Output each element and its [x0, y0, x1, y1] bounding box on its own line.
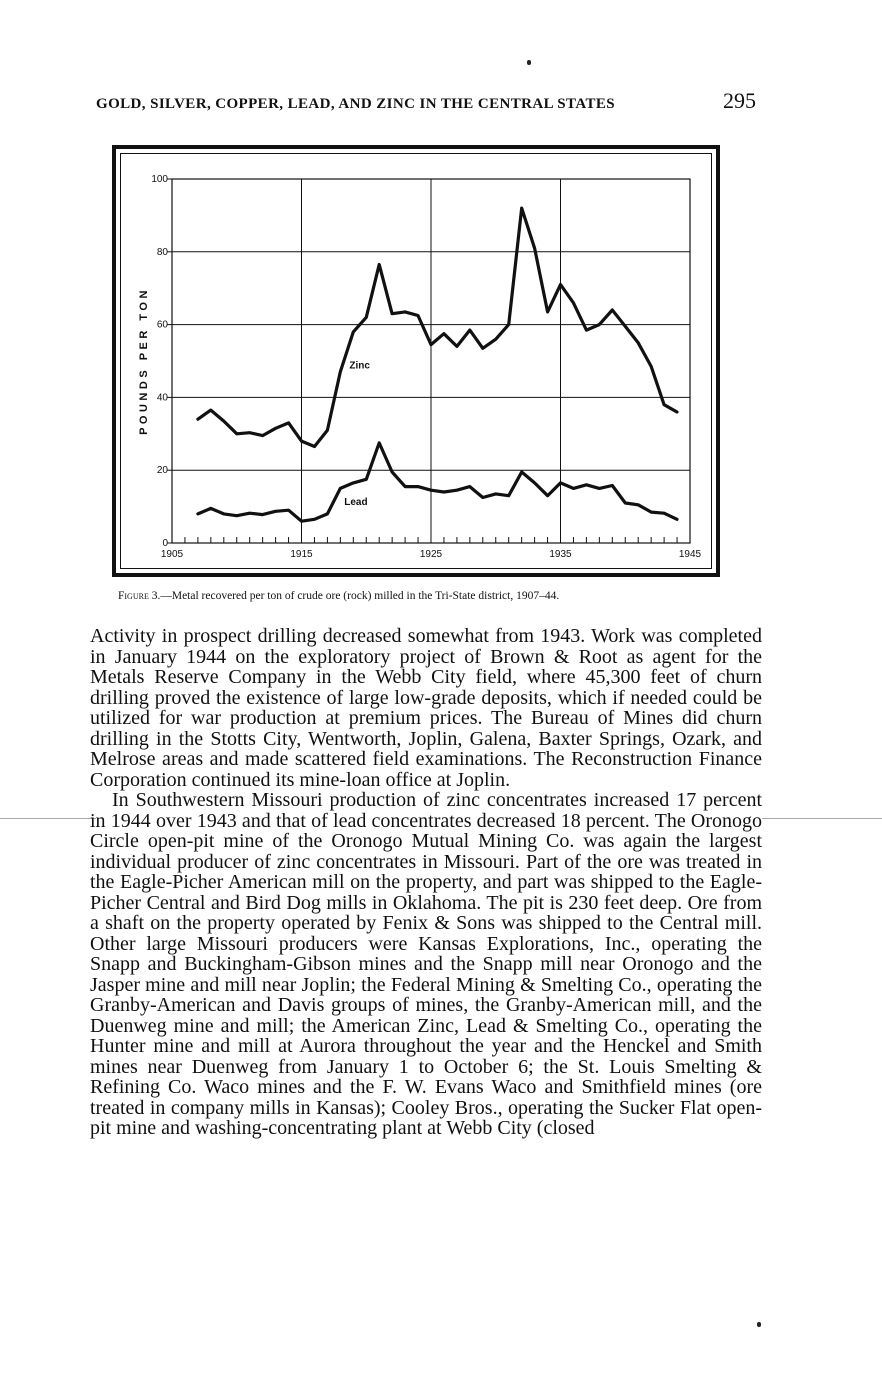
data-point-lead	[249, 512, 251, 514]
data-point-zinc	[236, 433, 238, 435]
x-tick-label: 1905	[160, 549, 184, 560]
y-tick-label: 100	[151, 174, 168, 185]
data-point-lead	[585, 484, 587, 486]
paragraph-1: Activity in prospect drilling decreased somewhat from 1943. Work was completed in January 1944 on the exploratory project of Brown & Root as agent for the Metals Reserve Company in the Webb City field, where 45,300 feet of churn drilling proved the existence of large low-grade deposits, which if needed could be utilized for war production at premium prices. The Bureau of Mines did churn drilling in the Stotts City, Wentworth, Joplin, Galena, Baxter Springs, Ozark, and Melrose areas and made scattered field examinations. The Reconstruction Finance Corporation continued its mine-loan office at Joplin.	[90, 625, 762, 791]
y-tick-label: 0	[162, 538, 168, 549]
data-point-zinc	[546, 311, 548, 313]
data-point-zinc	[300, 440, 302, 442]
data-point-zinc	[508, 323, 510, 325]
data-point-zinc	[624, 325, 626, 327]
data-point-zinc	[274, 427, 276, 429]
data-point-zinc	[365, 316, 367, 318]
data-point-zinc	[495, 338, 497, 340]
data-point-zinc	[261, 434, 263, 436]
data-point-lead	[391, 471, 393, 473]
data-point-zinc	[404, 311, 406, 313]
data-point-lead	[339, 487, 341, 489]
data-point-lead	[469, 485, 471, 487]
data-point-lead	[559, 482, 561, 484]
data-point-lead	[637, 504, 639, 506]
figure-caption-text: —Metal recovered per ton of crude ore (rock) milled in the Tri-State district, 1907–44.	[160, 590, 560, 602]
data-point-zinc	[676, 411, 678, 413]
series-line-zinc	[198, 208, 677, 446]
data-point-lead	[365, 478, 367, 480]
data-point-zinc	[352, 331, 354, 333]
data-point-lead	[223, 513, 225, 515]
y-tick-label: 20	[156, 465, 168, 477]
data-point-lead	[611, 484, 613, 486]
data-point-lead	[598, 487, 600, 489]
scan-rule	[0, 818, 96, 819]
data-point-lead	[287, 509, 289, 511]
data-point-lead	[443, 491, 445, 493]
y-axis-label: POUNDS PER TON	[138, 287, 150, 435]
data-point-lead	[663, 512, 665, 514]
data-point-zinc	[287, 422, 289, 424]
data-point-zinc	[430, 343, 432, 345]
series-line-lead	[198, 443, 677, 521]
figure-caption-label: Figure 3.	[118, 590, 161, 602]
data-point-zinc	[520, 207, 522, 209]
page-number: 295	[723, 88, 756, 113]
data-point-lead	[520, 471, 522, 473]
data-point-lead	[404, 485, 406, 487]
figure-frame	[112, 145, 720, 577]
data-point-lead	[495, 493, 497, 495]
data-point-lead	[482, 496, 484, 498]
metal-recovery-chart	[116, 149, 716, 573]
data-point-zinc	[469, 329, 471, 331]
x-tick-label: 1935	[549, 549, 572, 560]
data-point-lead	[210, 507, 212, 509]
y-tick-label: 60	[156, 319, 168, 331]
data-point-lead	[572, 487, 574, 489]
data-point-zinc	[533, 247, 535, 249]
running-head	[96, 88, 756, 118]
data-point-zinc	[559, 283, 561, 285]
data-point-lead	[676, 518, 678, 520]
data-point-zinc	[313, 445, 315, 447]
data-point-lead	[313, 518, 315, 520]
scan-rule	[762, 818, 882, 819]
y-tick-label: 40	[156, 392, 168, 404]
x-tick-label: 1945	[678, 549, 702, 560]
data-point-lead	[236, 515, 238, 517]
data-point-zinc	[223, 420, 225, 422]
data-point-lead	[352, 482, 354, 484]
data-point-zinc	[456, 345, 458, 347]
data-point-lead	[456, 489, 458, 491]
data-point-zinc	[443, 333, 445, 335]
data-point-lead	[430, 489, 432, 491]
data-point-zinc	[391, 312, 393, 314]
data-point-zinc	[197, 418, 199, 420]
data-point-lead	[300, 520, 302, 522]
data-point-zinc	[249, 432, 251, 434]
data-point-zinc	[650, 365, 652, 367]
series-label-lead: Lead	[344, 496, 368, 508]
x-tick-label: 1925	[419, 549, 443, 560]
data-point-zinc	[339, 371, 341, 373]
running-head-title: GOLD, SILVER, COPPER, LEAD, AND ZINC IN THE CENTRAL STATES	[96, 96, 616, 112]
data-point-lead	[274, 510, 276, 512]
data-point-zinc	[326, 429, 328, 431]
data-point-lead	[417, 485, 419, 487]
figure-caption	[118, 590, 758, 602]
data-point-zinc	[482, 347, 484, 349]
data-point-lead	[650, 511, 652, 513]
data-point-zinc	[210, 409, 212, 411]
paragraph-2: In Southwestern Missouri production of zinc concentrates increased 17 percent in 1944 over 1943 and that of lead concentrates decreased 18 percent. The Oronogo Circle open-pit mine of the Oronogo Mutual Mining Co. was again the largest individual producer of zinc concentrates in Missouri. Part of the ore was treated in the Eagle-Picher American mill on the property, and part was shipped to the Eagle-Picher Central and Bird Dog mills in Oklahoma. The pit is 230 feet deep. Ore from a shaft on the property operated by Fenix & Sons was shipped to the Central mill. Other large Missouri producers were Kansas Explorations, Inc., operating the Snapp and Buckingham-Gibson mines and the Snapp mill near Oronogo and the Jasper mine and mill near Joplin; the Federal Mining & Smelting Co., operating the Granby-American and Davis groups of mines, the Granby-American mill, and the Duenweg mine and mill; the American Zinc, Lead & Smelting Co., operating the Hunter mine and mill at Aurora throughout the year and the Henckel and Smith mines near Duenweg from January 1 to October 6; the St. Louis Smelting & Refining Co. Waco mines and the F. W. Evans Waco and Smithfield mines (ore treated in company mills in Kansas); Cooley Bros., operating the Sucker Flat open-pit mine and washing-concentrating plant at Webb City (closed	[90, 789, 762, 1139]
data-point-zinc	[572, 302, 574, 304]
data-point-lead	[546, 494, 548, 496]
data-point-zinc	[598, 323, 600, 325]
data-point-lead	[326, 513, 328, 515]
data-point-lead	[508, 494, 510, 496]
data-point-zinc	[637, 342, 639, 344]
data-point-lead	[197, 513, 199, 515]
print-speck	[757, 1322, 761, 1327]
series-label-zinc: Zinc	[349, 360, 370, 372]
data-point-zinc	[378, 263, 380, 265]
data-point-zinc	[663, 403, 665, 405]
data-point-lead	[378, 442, 380, 444]
data-point-zinc	[611, 309, 613, 311]
data-point-zinc	[585, 329, 587, 331]
body-text	[90, 626, 762, 1139]
data-point-zinc	[417, 314, 419, 316]
data-point-lead	[624, 502, 626, 504]
y-tick-label: 80	[156, 246, 168, 258]
print-speck	[527, 60, 531, 65]
data-point-lead	[533, 482, 535, 484]
data-point-lead	[261, 513, 263, 515]
x-tick-label: 1915	[290, 549, 313, 560]
